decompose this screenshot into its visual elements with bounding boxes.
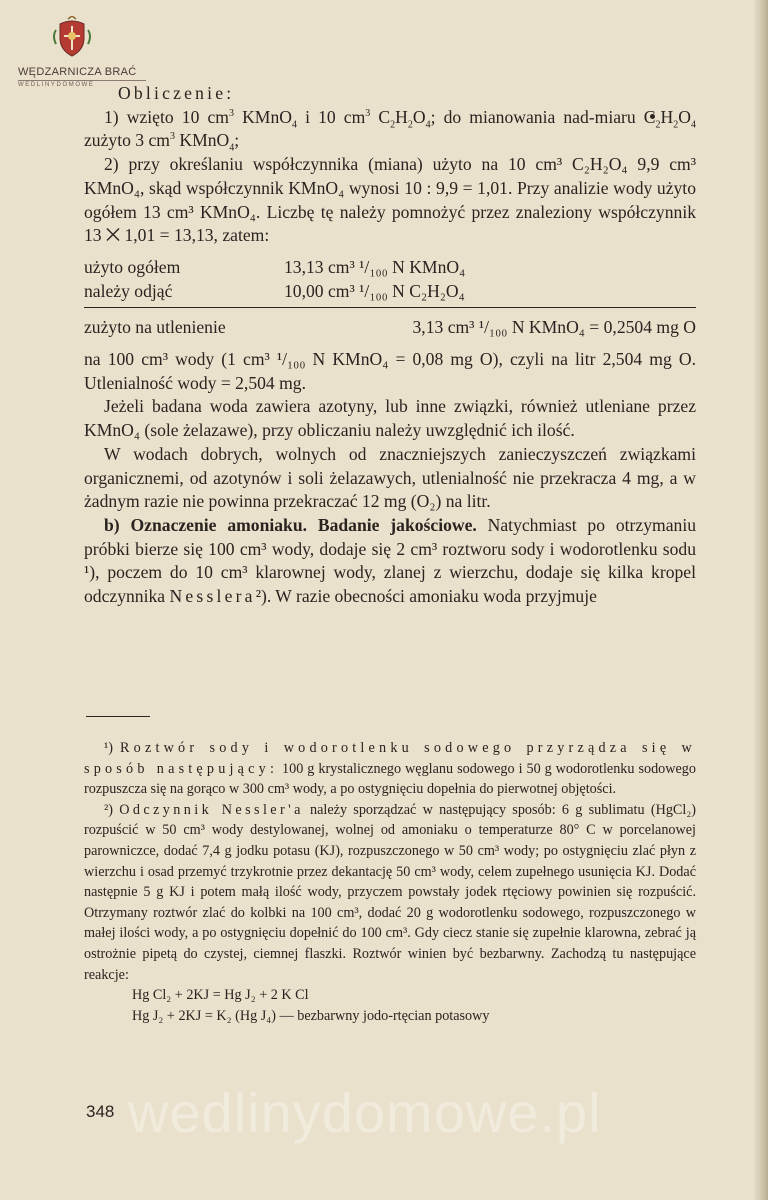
equation-1: Hg Cl₂ + 2KJ = Hg J₂ + 2 K Cl [132, 987, 309, 1004]
calc-heading: Obliczenie: [118, 83, 235, 103]
footnote-separator [86, 716, 150, 717]
page-number: 348 [86, 1102, 115, 1121]
calc-row [84, 280, 696, 304]
footnote-2: ²) Odczynnik Nessler'a należy sporządzać w następujący sposób: 6 g sublimatu (HgCl₂) rozpuścić w 50 cm³ wody destylowanej, wolnej od amoniaku o temperaturze 80° C w porcelanowej parowniczce, dodać 7,4 g jodku potasu (KJ), rozpuszczonego w 50 cm³ wody; po ostygnięciu zlać płyn z wierzchu i osad przemyć trzykrotnie przez dekantację 50 cm³ wody, celem zupełnego usunięcia KJ. Dodać następnie 5 g KJ i potem małą ilość wody, przyczem powstały jodek rtęciowy powinien się rozpuścić. Otrzymany roztwór zlać do kolbki na 100 cm³, dodać 20 g wodorotlenku sodowego, rozpuszczonego w małej ilości wody, a po ostygnięciu dopełnić do 100 cm³. Gdy ciecz stanie się zupełnie klarowna, zebrać ją ostrożnie pipetą do czystej, ciemnej flaszki. Roztwór winien być bezbarwny. Zachodzą tu następujące reakcje: [84, 801, 696, 983]
crest-logo-icon [52, 16, 92, 58]
result-label: zużyto na utlenienie [84, 317, 226, 338]
paragraph-2: 2) przy określaniu współczynnika (miana) użyto na 10 cm³ C₂H₂O₄ 9,9 cm³ KMnO₄, skąd współczynnik KMnO₄ wynosi 10 : 9,9 = 1,01. Przy analizie wody użyto ogółem 13 cm³ KMnO₄. Liczbę tę należy pomnożyć przez znaleziony współczynnik 13 ⨉ 1,01 = 13,13, zatem: [84, 154, 696, 246]
result-row [84, 316, 696, 340]
calc-row [84, 256, 696, 280]
logo-subtitle: WEDLINYDOMOWE [18, 82, 95, 88]
logo-name: WĘDZARNICZA BRAĆ [18, 66, 137, 78]
paragraph-3: na 100 cm³ wody (1 cm³ ¹/₁₀₀ N KMnO₄ = 0,08 mg O), czyli na litr 2,504 mg O. Utlenialność wody = 2,504 mg. [84, 349, 696, 393]
footnotes [84, 738, 696, 1026]
result-rule [84, 307, 696, 308]
calc-value: 10,00 cm³ ¹/₁₀₀ N C₂H₂O₄ [284, 280, 465, 301]
calc-table [84, 256, 696, 340]
logo-divider [18, 80, 146, 81]
section-heading: b) Oznaczenie amoniaku. Badanie jakościowe. [104, 514, 477, 535]
calc-label: należy odjąć [84, 280, 173, 301]
result-value: 3,13 cm³ ¹/₁₀₀ N KMnO₄ = 0,2504 mg O [412, 317, 696, 338]
paragraph-5: W wodach dobrych, wolnych od znaczniejszych zanieczyszczeń związkami organicznemi, od azotynów i soli żelazawych, utlenialność nie przekracza 4 mg, a w żadnym razie nie powinna przekraczać 12 mg (O₂) na litr. [84, 443, 696, 512]
equation-2: Hg J₂ + 2KJ = K₂ (Hg J₄) — bezbarwny jodo-rtęcian potasowy [132, 1007, 490, 1024]
calc-value: 13,13 cm³ ¹/₁₀₀ N KMnO₄ [284, 256, 466, 277]
watermark: wedlinydomowe.pl [128, 1081, 602, 1144]
calc-label: użyto ogółem [84, 256, 181, 277]
main-text [84, 82, 696, 609]
paragraph-6: b) Oznaczenie amoniaku. Badanie jakościowe. Natychmiast po otrzymaniu próbki bierze się 100 cm³ wody, dodaje się 2 cm³ roztworu sody i wodorotlenku sodu ¹), poczem do 10 cm³ klarownej wody, zlanej z wierzchu, dodaje się kilka kropel odczynnika Nesslera²). W razie obecności amoniaku woda przyjmuje [84, 514, 697, 607]
paragraph-4: Jeżeli badana woda zawiera azotyny, lub inne związki, również utleniane przez KMnO₄ (sole żelazawe), przy obliczaniu należy uwzględnić ich ilość. [84, 396, 696, 441]
page-edge [754, 0, 768, 1200]
footnote-1: ¹) Roztwór sody i wodorotlenku sodowego przyrządza się w sposób następujący: 100 g krystalicznego węglanu sodowego i 50 g wodorotlenku sodowego rozpuszcza się na gorąco w 300 cm³ wody, a po ostygnięciu dopełnia do pierwotnej objętości. [84, 740, 696, 798]
paragraph-1: 1) wzięto 10 $cm^3$ KMnO$_4$ i 10 $cm^3$ $C_2H_2O_4$; do mianowania nad-miaru $C_2H_2O_4$ zużyto 3 $cm^3$ KMnO$_4$; [84, 106, 696, 154]
